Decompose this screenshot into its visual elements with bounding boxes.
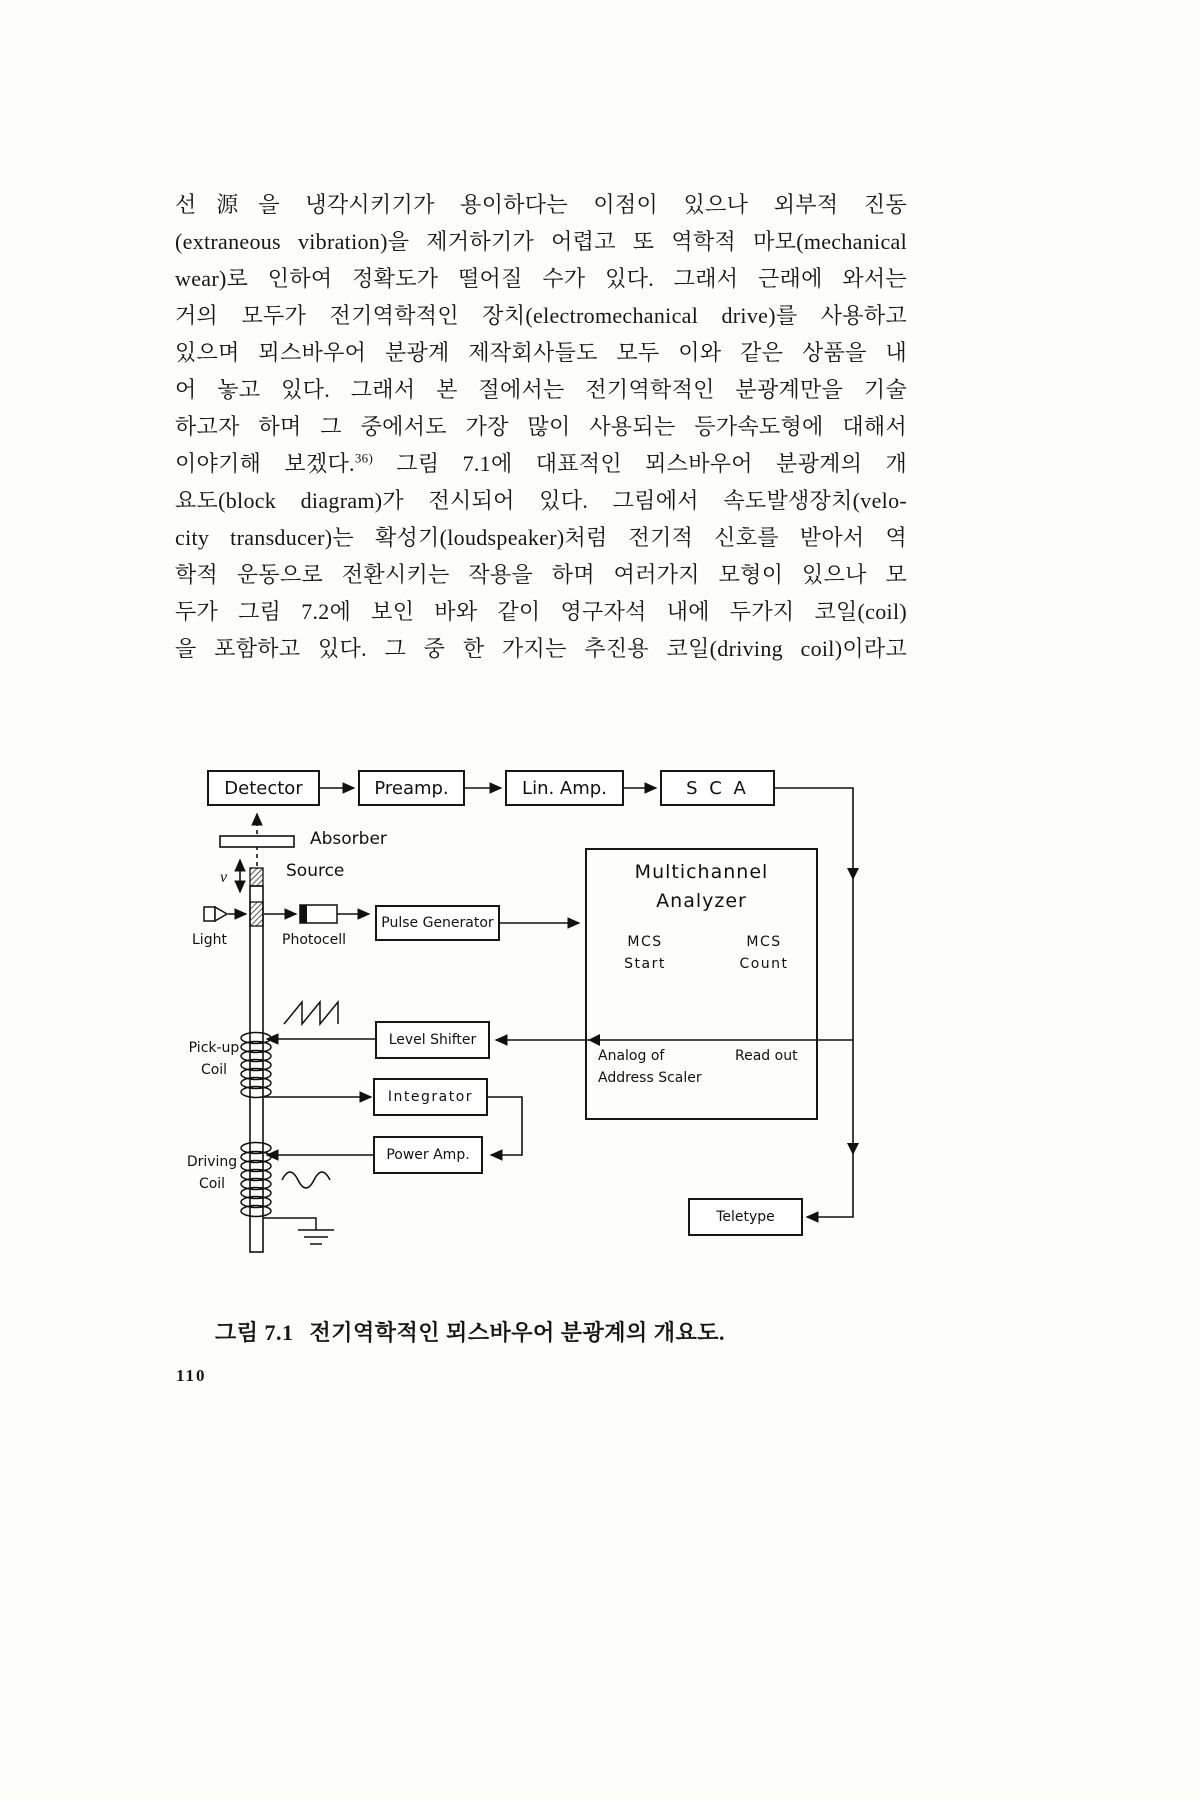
sine-waveform-icon bbox=[282, 1172, 330, 1188]
multichannel-analyzer-title: Multichannel Analyzer bbox=[634, 861, 769, 912]
text-segment: 이야기해 보겠다. bbox=[175, 451, 355, 476]
text-line: 어 놓고 있다. 그래서 본 절에서는 전기역학적인 분광계만을 기술 bbox=[175, 377, 907, 402]
text-line: 하고자 하며 그 중에서도 가장 많이 사용되는 등가속도형에 대해서 bbox=[175, 414, 907, 439]
text-line: city transducer)는 확성기(loudspeaker)처럼 전기적 신호를 받아서 역 bbox=[175, 525, 907, 550]
detector-box: Detector bbox=[207, 770, 320, 806]
velocity-label: v bbox=[220, 869, 228, 886]
text-line: 두가 그림 7.2에 보인 바와 같이 영구자석 내에 두가지 코일(coil) bbox=[175, 599, 907, 624]
mcs-count-label: MCS Count bbox=[739, 934, 789, 972]
figure-7-1 bbox=[170, 740, 900, 1320]
absorber-label: Absorber bbox=[310, 829, 387, 849]
photocell-icon bbox=[300, 905, 337, 923]
lin-amp-box: Lin. Amp. bbox=[505, 770, 624, 806]
pulse-generator-box: Pulse Generator bbox=[375, 905, 500, 941]
text-line: 학적 운동으로 전환시키는 작용을 하며 여러가지 모형이 있으나 모 bbox=[175, 562, 907, 587]
ground-icon bbox=[263, 1218, 334, 1244]
source-marker bbox=[250, 868, 263, 886]
figure-caption bbox=[215, 1316, 725, 1347]
sca-box: S C A bbox=[660, 770, 775, 806]
body-text bbox=[175, 186, 907, 667]
integrator-box: Integrator bbox=[373, 1078, 488, 1116]
sawtooth-waveform-icon bbox=[284, 1002, 338, 1024]
absorber-plate bbox=[220, 836, 294, 847]
analog-address-scaler-label: Analog of Address Scaler bbox=[598, 1048, 702, 1086]
level-shifter-box: Level Shifter bbox=[375, 1021, 490, 1059]
mcs-start-label: MCS Start bbox=[624, 934, 666, 972]
teletype-box: Teletype bbox=[688, 1198, 803, 1236]
light-interrupter bbox=[250, 902, 263, 926]
preamp-box: Preamp. bbox=[358, 770, 465, 806]
pickup-coil-label: Pick-up Coil bbox=[188, 1040, 240, 1078]
power-amp-box: Power Amp. bbox=[373, 1136, 483, 1174]
footnote-marker: 36) bbox=[354, 450, 374, 466]
read-out-label: Read out bbox=[735, 1048, 798, 1064]
figure-caption-text: 전기역학적인 뫼스바우어 분광계의 개요도. bbox=[309, 1320, 726, 1345]
text-line: 요도(block diagram)가 전시되어 있다. 그림에서 속도발생장치(velo- bbox=[175, 488, 907, 513]
source-label: Source bbox=[286, 861, 345, 881]
photocell-label: Photocell bbox=[282, 932, 347, 948]
text-line: 거의 모두가 전기역학적인 장치(electromechanical drive)를 사용하고 bbox=[175, 303, 907, 328]
light-icon bbox=[204, 907, 227, 921]
driving-coil-label: Driving Coil bbox=[186, 1154, 238, 1192]
figure-caption-number: 그림 7.1 bbox=[215, 1320, 294, 1345]
text-line-with-footnote bbox=[175, 445, 907, 482]
page-number: 110 bbox=[176, 1366, 207, 1385]
text-line: 선源을 냉각시키기가 용이하다는 이점이 있으나 외부적 진동 bbox=[175, 192, 907, 217]
text-line: (extraneous vibration)을 제거하기가 어렵고 또 역학적 마모(mechanical bbox=[175, 229, 907, 254]
text-line: wear)로 인하여 정확도가 떨어질 수가 있다. 그래서 근래에 와서는 bbox=[175, 266, 907, 291]
light-label: Light bbox=[192, 932, 227, 948]
text-segment: 그림 7.1에 대표적인 뫼스바우어 분광계의 개 bbox=[373, 451, 907, 476]
text-line: 있으며 뫼스바우어 분광계 제작회사들도 모두 이와 같은 상품을 내 bbox=[175, 340, 907, 365]
text-line: 을 포함하고 있다. 그 중 한 가지는 추진용 코일(driving coil)이라고 bbox=[175, 636, 907, 661]
